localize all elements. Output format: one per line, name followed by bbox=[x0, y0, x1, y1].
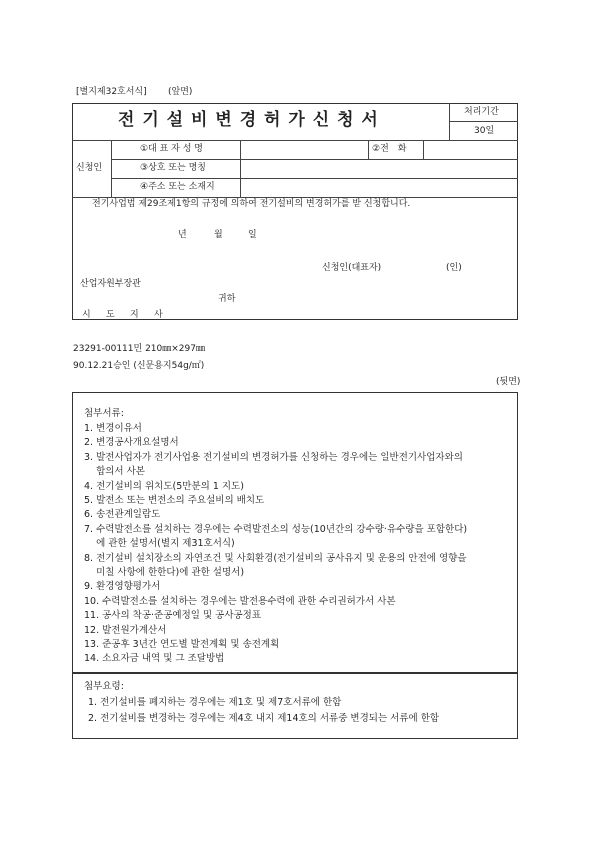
attachment-doc-item: 12. 발전원가계산서 bbox=[84, 624, 167, 636]
company-name-field[interactable] bbox=[241, 160, 517, 177]
governor-char: 도 bbox=[106, 310, 115, 320]
attachment-doc-item: 에 관한 설명서(별지 제31호서식) bbox=[84, 538, 235, 550]
attachment-doc-item: 10. 수력발전소를 설치하는 경우에는 발전용수력에 관한 수리권허가서 사본 bbox=[84, 595, 396, 607]
attachment-doc-item: 3. 발전사업자가 전기사업용 전기설비의 변경허가를 신청하는 경우에는 일반전기사업자와의 bbox=[84, 451, 463, 463]
attachment-doc-item: 4. 전기설비의 위치도(5만분의 1 지도) bbox=[84, 480, 244, 492]
attachment-doc-item: 2. 변경공사개요설명서 bbox=[84, 437, 179, 449]
address-field[interactable] bbox=[241, 179, 517, 196]
recipient: 산업자원부장관 bbox=[80, 279, 141, 289]
application-statement: 전기사업법 제29조제1항의 규정에 의하여 전기설비의 변경허가를 받 신청합니다. bbox=[92, 199, 411, 209]
attachment-doc-item: 합의서 사본 bbox=[84, 466, 145, 478]
applicant-label: 신청인 bbox=[76, 163, 103, 173]
attachment-doc-item: 14. 소요자금 내역 및 그 조달방법 bbox=[84, 653, 225, 665]
back-side-label: (뒷면) bbox=[496, 377, 521, 387]
phone-label: ②전 화 bbox=[372, 144, 407, 154]
governor-char: 사 bbox=[154, 310, 163, 320]
attachment-doc-item: 8. 전기설비 설치장소의 자연조건 및 사회환경(전기설비의 공사유지 및 운용의 안전에 영향을 bbox=[84, 552, 467, 564]
attachment-docs-heading: 첨부서류: bbox=[84, 408, 124, 419]
date-day: 일 bbox=[248, 230, 257, 240]
seal-mark: (인) bbox=[446, 263, 462, 273]
form-code: 23291-00111민 210㎜×297㎜ bbox=[73, 344, 205, 354]
attachment-notes-heading: 첨부요령: bbox=[84, 681, 124, 692]
company-name-label: ③상호 또는 명칭 bbox=[140, 163, 206, 173]
processing-period-value: 30일 bbox=[474, 126, 495, 136]
attachment-doc-item: 9. 환경영향평가서 bbox=[84, 581, 161, 593]
front-side-label: (앞면) bbox=[168, 87, 193, 97]
attachment-doc-item: 6. 송전관계일람도 bbox=[84, 509, 161, 521]
attachment-doc-item: 13. 준공후 3년간 연도별 발전계획 및 송전계획 bbox=[84, 639, 280, 650]
attachment-doc-item: 1. 변경이유서 bbox=[84, 423, 142, 434]
representative-name-label: ①대 표 자 성 명 bbox=[140, 144, 203, 154]
address-label: ④주소 또는 소재지 bbox=[140, 182, 215, 192]
processing-period-label: 처리기간 bbox=[464, 107, 499, 117]
representative-name-field[interactable] bbox=[241, 141, 367, 158]
attachment-doc-item: 5. 발전소 또는 변전소의 주요설비의 배치도 bbox=[84, 495, 265, 506]
attachment-note-item: 2. 전기설비를 변경하는 경우에는 제4호 내지 제14호의 서류중 변경되는 서류에 한함 bbox=[88, 713, 440, 724]
form-title: 전 기 설 비 변 경 허 가 신 청 서 bbox=[118, 110, 379, 130]
phone-field[interactable] bbox=[424, 141, 517, 158]
signer-label: 신청인(대표자) bbox=[322, 263, 382, 273]
date-month: 월 bbox=[214, 230, 223, 240]
attachment-doc-item: 11. 공사의 착공·준공예정일 및 공사공정표 bbox=[84, 610, 262, 622]
date-year: 년 bbox=[178, 230, 187, 240]
attachment-doc-item: 미칠 사항에 한한다)에 관한 설명서) bbox=[84, 567, 245, 578]
attachment-note-item: 1. 전기설비를 폐지하는 경우에는 제1호 및 제7호서류에 한함 bbox=[88, 697, 342, 708]
attachment-doc-item: 7. 수력발전소를 설치하는 경우에는 수력발전소의 성능(10년간의 강수량·유수량을 포함한다) bbox=[84, 523, 468, 535]
approval-info: 90.12.21승인 (신문용지54g/㎡) bbox=[73, 361, 205, 371]
governor-char: 시 bbox=[82, 310, 91, 320]
honorific: 귀하 bbox=[218, 294, 236, 304]
governor-char: 지 bbox=[130, 310, 139, 320]
form-number: [별지제32호서식] bbox=[76, 87, 147, 97]
